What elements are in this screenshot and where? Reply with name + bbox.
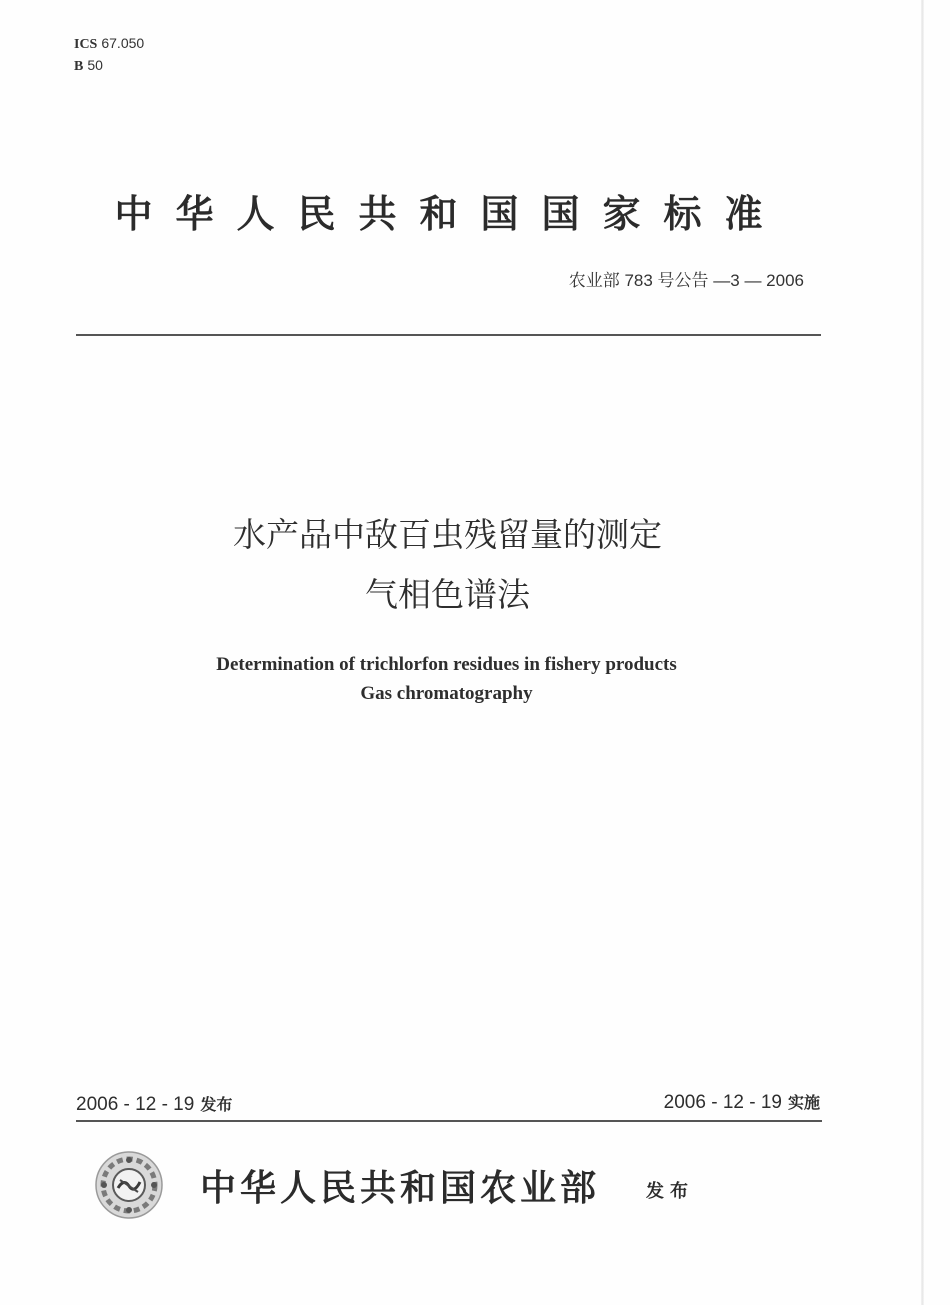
issue-date <box>76 1092 232 1116</box>
ccs-label: B <box>74 59 84 74</box>
page-edge-shadow <box>921 0 924 1305</box>
implement-date-suffix: 实施 <box>787 1093 820 1112</box>
classification-codes <box>74 33 144 77</box>
ccs-code: 50 <box>87 57 103 73</box>
ministry-emblem-icon <box>94 1150 164 1220</box>
implement-date <box>664 1090 820 1114</box>
cn-title-line1: 水产品中敌百虫残留量的测定 <box>233 515 662 554</box>
publisher-action: 发布 <box>646 1181 694 1202</box>
implement-date-value: 2006 - 12 - 19 <box>663 1092 782 1113</box>
publisher-name: 中华人民共和国农业部 <box>200 1167 601 1209</box>
ics-code-row <box>74 33 144 55</box>
header-divider <box>76 334 821 336</box>
en-title-line1: Determination of trichlorfon residues in fishery products <box>216 654 677 675</box>
ics-code: 67.050 <box>101 35 145 51</box>
ccs-code-row <box>74 55 144 77</box>
issue-date-suffix: 发布 <box>200 1095 233 1114</box>
standard-number: 农业部 783 号公告 —3 — 2006 <box>568 271 804 290</box>
issue-date-value: 2006 - 12 - 19 <box>76 1094 195 1115</box>
national-standard-heading: 中华人民共和国国家标准 <box>114 192 786 236</box>
en-title-line2: Gas chromatography <box>360 683 533 704</box>
footer-divider <box>76 1120 822 1122</box>
ics-label: ICS <box>74 37 98 52</box>
cn-title-line2: 气相色谱法 <box>365 575 530 614</box>
